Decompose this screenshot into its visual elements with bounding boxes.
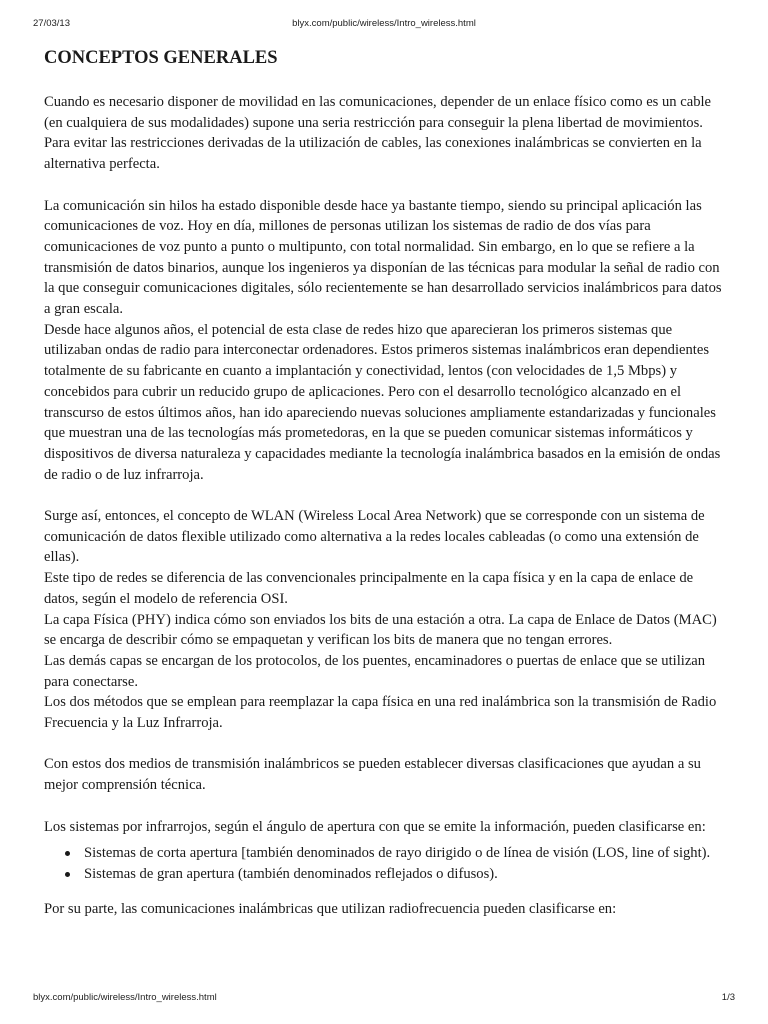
- paragraph-spacer: [44, 485, 724, 506]
- list-item-text: Sistemas de gran apertura (también denominados reflejados o difusos).: [84, 865, 498, 882]
- paragraph: Para evitar las restricciones derivadas de la utilización de cables, las conexiones inalámbricas se convierten en la alternativa perfecta.: [44, 135, 702, 173]
- page-title: CONCEPTOS GENERALES: [44, 48, 278, 68]
- print-header: [33, 18, 735, 32]
- bullet-icon: [65, 872, 70, 877]
- paragraph: Con estos dos medios de transmisión inalámbricos se pueden establecer diversas clasificaciones que ayudan a su mejor comprensión técnica.: [44, 756, 701, 794]
- print-footer: [33, 992, 735, 1006]
- paragraph: La capa Física (PHY) indica cómo son enviados los bits de una estación a otra. La capa de Enlace de Datos (MAC) se encarga de describir cómo se empaquetan y verifican los bits de manera que no tengan errores.: [44, 611, 717, 649]
- paragraph-spacer: [44, 734, 724, 755]
- bullet-icon: [65, 851, 70, 856]
- paragraph: La comunicación sin hilos ha estado disponible desde hace ya bastante tiempo, siendo su principal aplicación las comunicaciones de voz. Hoy en día, millones de personas utilizan los sistemas de radio de dos vías para comunicaciones de voz punto a punto o multipunto, con total normalidad. Sin embargo, en lo que se refiere a la transmisión de datos binarios, aunque los ingenieros ya disponían de las técnicas para modular la señal de radio con la que conseguir comunicaciones digitales, sólo recientemente se han desarrollado servicios inalámbricos para datos a gran escala.: [44, 197, 722, 318]
- paragraph: Las demás capas se encargan de los protocolos, de los puentes, encaminadores o puertas de enlace que se utilizan para conectarse.: [44, 652, 706, 690]
- list-item: [84, 843, 724, 864]
- paragraph: Desde hace algunos años, el potencial de esta clase de redes hizo que aparecieran los primeros sistemas que utilizaban ondas de radio para interconectar ordenadores. Estos primeros sistemas inalámbricos eran dependientes totalmente de su fabricante en cuanto a implantación y conectividad, lentos (con velocidades de 1,5 Mbps) y concebidos para cubrir un reducido grupo de aplicaciones. Pero con el desarrollo tecnológico alcanzado en el transcurso de estos últimos años, han ido apareciendo nuevas soluciones ampliamente estandarizadas y funcionales que muestran una de las tecnologías más prometedoras, en la que se pueden comunicar sistemas informáticos y dispositivos de diversa naturaleza y capacidades mediante la tecnología inalámbrica basados en la emisión de ondas de radio o de luz infrarroja.: [44, 321, 721, 483]
- paragraph-spacer: [44, 175, 724, 196]
- print-header-url: blyx.com/public/wireless/Intro_wireless.html: [292, 18, 476, 29]
- paragraph: Este tipo de redes se diferencia de las convencionales principalmente en la capa física y en la capa de enlace de datos, según el modelo de referencia OSI.: [44, 570, 694, 607]
- paragraph: Surge así, entonces, el concepto de WLAN (Wireless Local Area Network) que se corresponde con un sistema de comunicación de datos flexible utilizado como alternativa a la redes locales cableadas (o como una extensión de ellas).: [44, 508, 705, 566]
- paragraph: Cuando es necesario disponer de movilidad en las comunicaciones, depender de un enlace físico como es un cable (en cualquiera de sus modalidades) supone una seria restricción para conseguir la plena libertad de movimientos.: [44, 94, 712, 131]
- paragraph-spacer: [44, 796, 724, 817]
- list-item: [84, 864, 724, 885]
- paragraph: Los dos métodos que se emplean para reemplazar la capa física en una red inalámbrica son la transmisión de Radio Frecuencia y la Luz Infrarroja.: [44, 694, 717, 732]
- print-footer-url: blyx.com/public/wireless/Intro_wireless.html: [33, 992, 217, 1003]
- page-number: 1/3: [721, 992, 735, 1003]
- list-item-text: Sistemas de corta apertura [también denominados de rayo dirigido o de línea de visión (LOS, line of sight).: [84, 845, 711, 862]
- paragraph: Por su parte, las comunicaciones inalámbricas que utilizan radiofrecuencia pueden clasificarse en:: [44, 900, 617, 917]
- print-date: 27/03/13: [33, 18, 70, 29]
- paragraph: Los sistemas por infrarrojos, según el ángulo de apertura con que se emite la información, pueden clasificarse en:: [44, 818, 706, 835]
- bullet-list: [44, 843, 724, 884]
- document-body: [44, 44, 724, 919]
